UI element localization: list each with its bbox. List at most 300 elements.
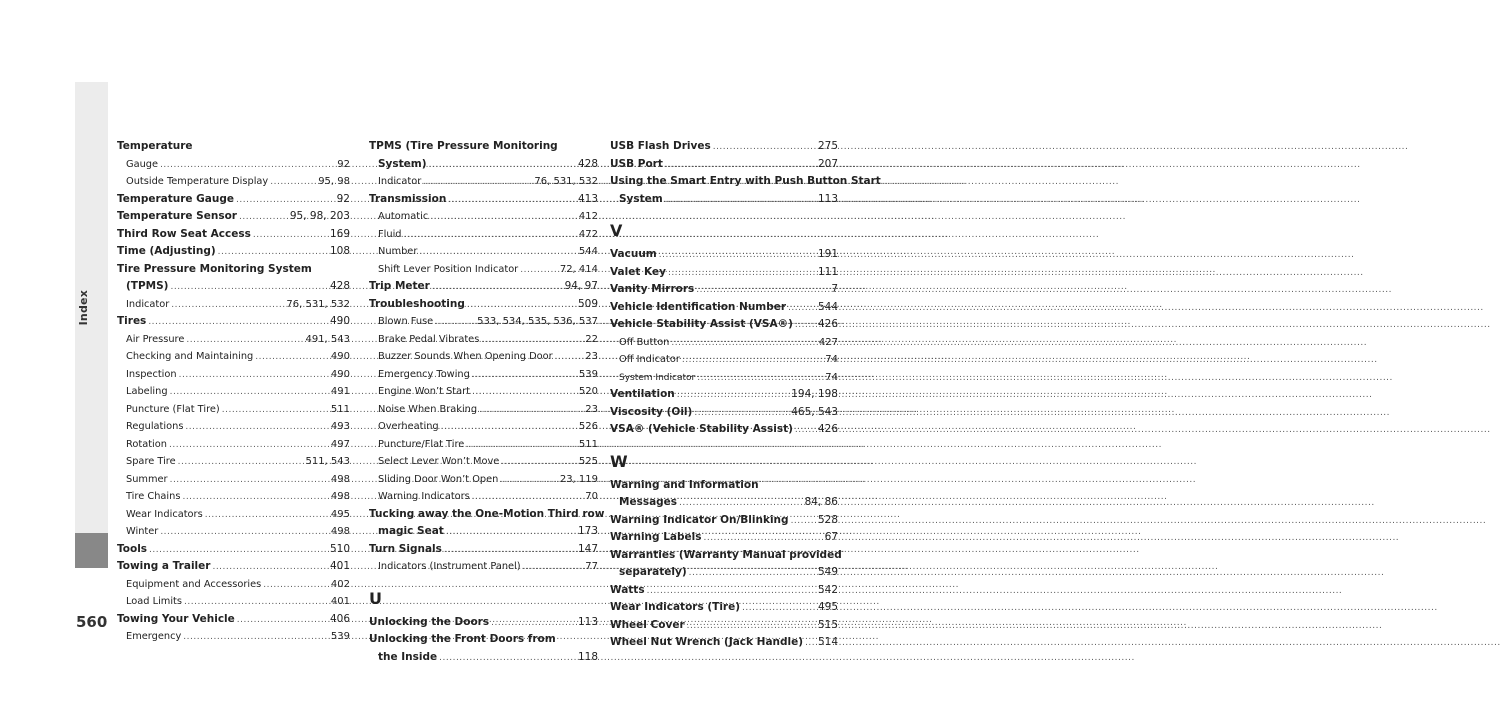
dot-leader bbox=[498, 472, 559, 490]
index-subentry[interactable] bbox=[117, 453, 350, 471]
entry-pages[interactable]: 511 bbox=[578, 438, 598, 450]
entry-pages[interactable]: 510 bbox=[329, 542, 350, 555]
index-subentry[interactable] bbox=[369, 436, 598, 454]
entry-term: Inspection bbox=[126, 368, 177, 380]
index-entry[interactable] bbox=[369, 296, 598, 314]
index-subentry[interactable] bbox=[369, 418, 598, 436]
dot-leader bbox=[711, 139, 818, 157]
index-entry[interactable] bbox=[610, 404, 838, 422]
index-subentry[interactable] bbox=[369, 208, 598, 226]
dot-leader bbox=[428, 209, 579, 227]
entry-pages[interactable]: 520 bbox=[578, 386, 598, 397]
entry-term: Viscosity (Oil) bbox=[610, 405, 693, 418]
entry-pages[interactable]: 412 bbox=[578, 211, 598, 222]
dot-leader bbox=[220, 402, 331, 420]
dot-leader bbox=[433, 314, 477, 332]
dot-leader bbox=[182, 594, 331, 612]
entry-pages[interactable]: 498 bbox=[330, 473, 350, 485]
entry-term: separately) bbox=[619, 566, 687, 578]
entry-pages[interactable]: 427 bbox=[818, 336, 838, 348]
entry-term: Select Lever Won’t Move bbox=[378, 456, 500, 467]
entry-term: Ventilation bbox=[610, 388, 675, 400]
dot-leader bbox=[657, 247, 818, 265]
entry-term: Temperature bbox=[117, 140, 193, 152]
entry-pages[interactable]: 74 bbox=[825, 354, 838, 365]
dot-leader bbox=[687, 565, 818, 583]
entry-term: Vehicle Stability Assist (VSA®) bbox=[610, 318, 793, 330]
entry-pages[interactable]: 465, 543 bbox=[791, 405, 838, 418]
index-subentry[interactable] bbox=[117, 383, 350, 401]
entry-pages[interactable]: 23 bbox=[585, 351, 598, 362]
dot-leader bbox=[680, 352, 825, 370]
index-column-3 bbox=[610, 138, 881, 652]
entry-pages[interactable]: 472 bbox=[578, 228, 598, 240]
dot-leader bbox=[169, 297, 286, 315]
entry-term: Indicator bbox=[126, 298, 170, 310]
entry-pages[interactable]: 428 bbox=[577, 157, 598, 170]
entry-term: Buzzer Sounds When Opening Door bbox=[378, 351, 553, 362]
dot-leader bbox=[701, 530, 824, 548]
entry-term: System Indicator bbox=[619, 372, 696, 383]
index-entry bbox=[610, 547, 842, 565]
entry-pages[interactable]: 194, 198 bbox=[791, 388, 838, 400]
entry-term: Noise When Braking bbox=[378, 403, 478, 415]
entry-term: Blown Fuse bbox=[378, 316, 434, 327]
dot-leader bbox=[184, 332, 305, 350]
index-entry[interactable] bbox=[117, 541, 350, 559]
index-entry-continued[interactable] bbox=[369, 156, 598, 174]
entry-term: Winter bbox=[126, 526, 159, 537]
entry-pages[interactable]: 94, 97 bbox=[564, 280, 598, 292]
entry-term: Gauge bbox=[126, 158, 159, 170]
index-entry[interactable] bbox=[610, 421, 838, 439]
entry-term: Wheel Nut Wrench (Jack Handle) bbox=[610, 636, 804, 648]
index-subentry[interactable] bbox=[117, 296, 350, 314]
index-entry-continued[interactable] bbox=[610, 564, 838, 582]
entry-term: Vehicle Identification Number bbox=[610, 300, 787, 313]
entry-pages[interactable]: 92 bbox=[337, 158, 350, 170]
dot-leader bbox=[261, 577, 331, 595]
index-subentry[interactable] bbox=[369, 243, 598, 261]
dot-leader bbox=[793, 317, 818, 335]
entry-term: Unlocking the Front Doors from bbox=[369, 633, 556, 645]
entry-term: System bbox=[619, 192, 663, 205]
entry-pages[interactable]: 111 bbox=[817, 265, 838, 278]
dot-leader bbox=[666, 265, 818, 283]
index-entry[interactable] bbox=[117, 208, 350, 226]
index-subentry[interactable] bbox=[369, 173, 598, 191]
entry-pages[interactable]: 169 bbox=[329, 227, 350, 240]
dot-leader bbox=[427, 157, 578, 175]
index-entry bbox=[117, 261, 350, 279]
dot-leader bbox=[168, 279, 329, 297]
entry-pages[interactable]: 544 bbox=[578, 246, 598, 257]
index-entry bbox=[610, 173, 881, 191]
index-entry[interactable] bbox=[117, 226, 350, 244]
entry-term: Tools bbox=[117, 542, 148, 555]
dot-leader bbox=[210, 559, 330, 577]
index-subentry[interactable] bbox=[117, 348, 350, 366]
index-subentry[interactable] bbox=[369, 226, 598, 244]
dot-leader bbox=[235, 612, 330, 630]
index-subentry[interactable] bbox=[369, 488, 598, 506]
entry-pages[interactable]: 413 bbox=[577, 192, 598, 205]
dot-leader bbox=[402, 227, 579, 245]
index-entry[interactable] bbox=[610, 264, 838, 282]
index-subentry[interactable] bbox=[117, 436, 350, 454]
entry-pages[interactable]: 76, 531, 532 bbox=[534, 176, 598, 187]
index-subentry[interactable] bbox=[369, 453, 598, 471]
entry-term: Wheel Cover bbox=[610, 618, 685, 631]
entry-term: USB Port bbox=[610, 157, 663, 170]
entry-term: Summer bbox=[126, 473, 168, 485]
dot-leader bbox=[663, 192, 818, 210]
entry-term: Troubleshooting bbox=[369, 297, 465, 310]
entry-term: Equipment and Accessories bbox=[126, 578, 262, 590]
index-entry-continued[interactable] bbox=[369, 649, 598, 667]
entry-pages[interactable]: 539 bbox=[578, 368, 598, 380]
dot-leader bbox=[183, 419, 330, 437]
index-subentry[interactable] bbox=[117, 593, 350, 611]
index-entry[interactable] bbox=[610, 156, 838, 174]
index-subentry[interactable] bbox=[369, 313, 598, 331]
entry-term: Tucking away the One-Motion Third row bbox=[369, 507, 605, 520]
entry-term: Wear Indicators bbox=[126, 508, 203, 520]
entry-pages[interactable]: 511, 543 bbox=[305, 456, 350, 467]
entry-pages[interactable]: 498 bbox=[330, 526, 350, 537]
entry-pages[interactable]: 95, 98, 203 bbox=[289, 210, 350, 222]
index-entry[interactable] bbox=[610, 599, 838, 617]
entry-term: Air Pressure bbox=[126, 333, 185, 345]
entry-pages[interactable]: 539 bbox=[330, 631, 350, 642]
index-entry[interactable] bbox=[610, 299, 838, 317]
entry-pages[interactable]: 428 bbox=[329, 280, 350, 292]
entry-term: Regulations bbox=[126, 421, 184, 432]
dot-leader bbox=[521, 559, 586, 577]
dot-leader bbox=[499, 454, 579, 472]
dot-leader bbox=[253, 349, 331, 367]
index-subentry[interactable] bbox=[369, 261, 598, 279]
index-subentry[interactable] bbox=[117, 156, 350, 174]
dot-leader bbox=[803, 635, 818, 653]
dot-leader bbox=[216, 244, 330, 262]
index-entry bbox=[610, 477, 838, 495]
index-subentry[interactable] bbox=[117, 418, 350, 436]
entry-pages[interactable]: 84, 86 bbox=[804, 496, 838, 508]
index-entry[interactable] bbox=[369, 614, 598, 632]
entry-pages[interactable]: 493 bbox=[330, 421, 350, 432]
index-subentry[interactable] bbox=[117, 401, 350, 419]
index-entry[interactable] bbox=[610, 316, 838, 334]
index-entry[interactable] bbox=[610, 617, 838, 635]
entry-term: magic Seat bbox=[378, 525, 444, 537]
entry-pages[interactable]: 7 bbox=[831, 283, 838, 295]
entry-pages[interactable]: 23 bbox=[585, 403, 598, 415]
dot-leader bbox=[740, 600, 818, 618]
index-subentry[interactable] bbox=[117, 331, 350, 349]
entry-pages[interactable]: 207 bbox=[817, 157, 838, 170]
index-entry[interactable] bbox=[117, 191, 350, 209]
entry-pages[interactable]: 526 bbox=[578, 421, 598, 432]
dot-leader bbox=[444, 524, 578, 542]
entry-term: Engine Won’t Start bbox=[378, 386, 471, 397]
dot-leader bbox=[675, 387, 791, 405]
entry-pages[interactable]: 74 bbox=[825, 371, 838, 383]
entry-term: Brake Pedal Vibrates bbox=[378, 333, 480, 345]
dot-leader bbox=[147, 542, 330, 560]
entry-pages[interactable]: 495 bbox=[817, 601, 838, 613]
index-subentry[interactable] bbox=[369, 558, 598, 576]
entry-pages[interactable]: 528 bbox=[817, 513, 838, 526]
entry-pages[interactable]: 498 bbox=[330, 491, 350, 502]
index-subentry[interactable] bbox=[117, 523, 350, 541]
index-entry[interactable] bbox=[610, 281, 838, 299]
index-subentry[interactable] bbox=[369, 471, 598, 489]
entry-term: Wear Indicators (Tire) bbox=[610, 601, 741, 613]
entry-pages[interactable]: 490 bbox=[330, 351, 350, 362]
dot-leader bbox=[168, 472, 331, 490]
dot-leader bbox=[234, 192, 337, 210]
dot-leader bbox=[695, 370, 825, 388]
entry-term: Vanity Mirrors bbox=[610, 283, 695, 295]
index-column-1 bbox=[117, 138, 350, 646]
entry-term: Tires bbox=[117, 315, 147, 327]
dot-leader bbox=[789, 513, 818, 531]
index-entry bbox=[117, 138, 350, 156]
dot-leader bbox=[181, 629, 331, 647]
index-entry-continued[interactable] bbox=[610, 191, 838, 209]
dot-leader bbox=[203, 507, 331, 525]
entry-term: Off Button bbox=[619, 336, 670, 348]
dot-leader bbox=[417, 244, 579, 262]
dot-leader bbox=[663, 157, 818, 175]
index-entry[interactable] bbox=[369, 191, 598, 209]
dot-leader bbox=[177, 367, 331, 385]
index-subentry[interactable] bbox=[117, 173, 350, 191]
entry-term: VSA® (Vehicle Stability Assist) bbox=[610, 423, 793, 435]
entry-term: Load Limits bbox=[126, 596, 183, 607]
dot-leader bbox=[470, 384, 579, 402]
entry-pages[interactable]: 113 bbox=[817, 192, 838, 205]
dot-leader bbox=[439, 419, 579, 437]
entry-term: Warning Indicators bbox=[378, 491, 470, 502]
dot-leader bbox=[465, 297, 578, 315]
index-entry bbox=[369, 506, 605, 524]
dot-leader bbox=[669, 335, 819, 353]
dot-leader bbox=[446, 192, 578, 210]
entry-term: (TPMS) bbox=[126, 280, 169, 292]
index-subentry[interactable] bbox=[117, 628, 350, 646]
entry-term: Tire Chains bbox=[126, 491, 181, 502]
dot-leader bbox=[470, 489, 585, 507]
entry-pages[interactable]: 549 bbox=[817, 566, 838, 578]
entry-pages[interactable]: 22 bbox=[585, 333, 598, 345]
entry-term: Warning Indicator On/Blinking bbox=[610, 513, 789, 526]
dot-leader bbox=[477, 402, 585, 420]
entry-term: Automatic bbox=[378, 211, 429, 222]
index-entry bbox=[369, 631, 598, 649]
index-entry[interactable] bbox=[610, 529, 838, 547]
entry-pages[interactable]: 76, 531, 532 bbox=[286, 298, 350, 310]
entry-term: Emergency bbox=[126, 631, 182, 642]
entry-pages[interactable]: 544 bbox=[817, 300, 838, 313]
entry-term: USB Flash Drives bbox=[610, 140, 711, 152]
section-letter-u: U bbox=[369, 588, 382, 608]
index-side-tab[interactable] bbox=[75, 82, 108, 568]
entry-pages[interactable]: 173 bbox=[577, 525, 598, 537]
index-entry[interactable] bbox=[369, 541, 598, 559]
entry-term: Warning and Information bbox=[610, 478, 759, 491]
entry-pages[interactable]: 514 bbox=[817, 636, 838, 648]
entry-pages[interactable]: 426 bbox=[817, 318, 838, 330]
index-subentry[interactable] bbox=[117, 506, 350, 524]
entry-pages[interactable]: 542 bbox=[817, 583, 838, 596]
entry-pages[interactable]: 118 bbox=[577, 650, 598, 663]
index-entry[interactable] bbox=[610, 582, 838, 600]
index-subentry[interactable] bbox=[117, 471, 350, 489]
section-letter-w: W bbox=[610, 451, 628, 471]
entry-term: Spare Tire bbox=[126, 456, 176, 467]
index-subentry[interactable] bbox=[369, 401, 598, 419]
entry-pages[interactable]: 113 bbox=[577, 615, 598, 628]
entry-term: Indicators (Instrument Panel) bbox=[378, 561, 521, 572]
index-entry[interactable] bbox=[117, 611, 350, 629]
dot-leader bbox=[168, 384, 331, 402]
index-subentry[interactable] bbox=[117, 488, 350, 506]
entry-pages[interactable]: 491 bbox=[330, 386, 350, 397]
dot-leader bbox=[479, 332, 585, 350]
index-entry[interactable] bbox=[117, 243, 350, 261]
entry-term: Temperature Gauge bbox=[117, 192, 234, 205]
dot-leader bbox=[437, 650, 578, 668]
index-subentry[interactable] bbox=[369, 383, 598, 401]
dot-leader bbox=[470, 367, 579, 385]
section-letter-v: V bbox=[610, 221, 623, 240]
index-entry[interactable] bbox=[610, 634, 838, 652]
dot-leader bbox=[518, 262, 560, 280]
dot-leader bbox=[685, 618, 818, 636]
entry-pages[interactable]: 426 bbox=[817, 423, 838, 435]
entry-pages[interactable]: 525 bbox=[578, 456, 598, 467]
entry-pages[interactable]: 108 bbox=[329, 245, 350, 257]
dot-leader bbox=[489, 615, 578, 633]
entry-term: System) bbox=[378, 157, 427, 170]
entry-term: Third Row Seat Access bbox=[117, 227, 251, 240]
entry-pages[interactable]: 491, 543 bbox=[305, 333, 350, 345]
entry-term: Time (Adjusting) bbox=[117, 245, 216, 257]
entry-pages[interactable]: 275 bbox=[817, 140, 838, 152]
index-subentry[interactable] bbox=[117, 576, 350, 594]
entry-term: Number bbox=[378, 246, 418, 257]
index-entry-continued[interactable] bbox=[610, 494, 838, 512]
entry-term: Valet Key bbox=[610, 265, 666, 278]
entry-term: Warranties (Warranty Manual provided bbox=[610, 548, 842, 561]
dot-leader bbox=[464, 437, 579, 455]
entry-pages[interactable]: 77 bbox=[585, 561, 598, 572]
entry-pages[interactable]: 95, 98 bbox=[318, 176, 350, 187]
entry-pages[interactable]: 72, 414 bbox=[559, 263, 598, 275]
entry-pages[interactable]: 92 bbox=[336, 192, 350, 205]
entry-pages[interactable]: 147 bbox=[577, 542, 598, 555]
entry-term: Puncture/Flat Tire bbox=[378, 438, 465, 450]
index-subentry[interactable] bbox=[369, 366, 598, 384]
index-entry[interactable] bbox=[117, 558, 350, 576]
entry-pages[interactable]: 401 bbox=[329, 560, 350, 572]
index-subentry[interactable] bbox=[610, 334, 838, 352]
index-entry[interactable] bbox=[369, 278, 598, 296]
index-subentry[interactable] bbox=[117, 366, 350, 384]
dot-leader bbox=[167, 437, 331, 455]
dot-leader bbox=[786, 300, 818, 318]
dot-leader bbox=[421, 174, 534, 192]
entry-pages[interactable]: 509 bbox=[577, 297, 598, 310]
index-entry[interactable] bbox=[117, 313, 350, 331]
entry-term: Towing a Trailer bbox=[117, 560, 211, 572]
entry-term: Overheating bbox=[378, 421, 439, 432]
index-subentry[interactable] bbox=[610, 351, 838, 369]
dot-leader bbox=[442, 542, 578, 560]
dot-leader bbox=[677, 495, 805, 513]
entry-pages[interactable]: 511 bbox=[330, 403, 350, 415]
index-entry[interactable] bbox=[610, 138, 838, 156]
entry-pages[interactable]: 191 bbox=[817, 248, 838, 260]
entry-term: Unlocking the Doors bbox=[369, 615, 490, 628]
entry-pages[interactable]: 67 bbox=[824, 531, 838, 543]
entry-pages[interactable]: 402 bbox=[330, 578, 350, 590]
entry-term: Off Indicator bbox=[619, 354, 680, 365]
index-subentry[interactable] bbox=[610, 369, 838, 387]
entry-pages[interactable]: 406 bbox=[329, 612, 350, 625]
entry-term: Indicator bbox=[378, 176, 422, 187]
dot-leader bbox=[692, 405, 791, 423]
entry-term: Temperature Sensor bbox=[117, 210, 237, 222]
entry-term: Trip Meter bbox=[369, 280, 430, 292]
index-entry[interactable] bbox=[610, 246, 838, 264]
entry-term: Towing Your Vehicle bbox=[117, 612, 235, 625]
entry-pages[interactable]: 70 bbox=[585, 491, 598, 502]
entry-pages[interactable]: 497 bbox=[330, 438, 350, 450]
dot-leader bbox=[553, 349, 586, 367]
entry-pages[interactable]: 533, 534, 535, 536, 537 bbox=[477, 316, 598, 327]
entry-term: Emergency Towing bbox=[378, 368, 470, 380]
dot-leader bbox=[146, 314, 330, 332]
entry-pages[interactable]: 495 bbox=[330, 508, 350, 520]
index-entry-continued[interactable] bbox=[117, 278, 350, 296]
index-entry-continued[interactable] bbox=[369, 523, 598, 541]
entry-pages[interactable]: 490 bbox=[329, 315, 350, 327]
dot-leader bbox=[237, 209, 290, 227]
entry-term: Fluid bbox=[378, 228, 402, 240]
side-tab-label: Index bbox=[77, 290, 90, 326]
side-tab-marker bbox=[75, 533, 108, 568]
index-entry[interactable] bbox=[610, 386, 838, 404]
entry-pages[interactable]: 23, 119 bbox=[559, 473, 598, 485]
dot-leader bbox=[176, 454, 306, 472]
entry-term: Rotation bbox=[126, 438, 167, 450]
entry-term: Sliding Door Won’t Open bbox=[378, 473, 499, 485]
entry-pages[interactable]: 490 bbox=[330, 368, 350, 380]
index-column-2 bbox=[369, 138, 605, 666]
entry-term: Warning Labels bbox=[610, 531, 702, 543]
entry-pages[interactable]: 401 bbox=[330, 596, 350, 607]
index-entry[interactable] bbox=[610, 512, 838, 530]
index-subentry[interactable] bbox=[369, 331, 598, 349]
dot-leader bbox=[268, 174, 318, 192]
index-subentry[interactable] bbox=[369, 348, 598, 366]
entry-pages[interactable]: 515 bbox=[817, 618, 838, 631]
entry-term: Tire Pressure Monitoring System bbox=[117, 262, 312, 275]
entry-term: TPMS (Tire Pressure Monitoring bbox=[369, 140, 558, 152]
